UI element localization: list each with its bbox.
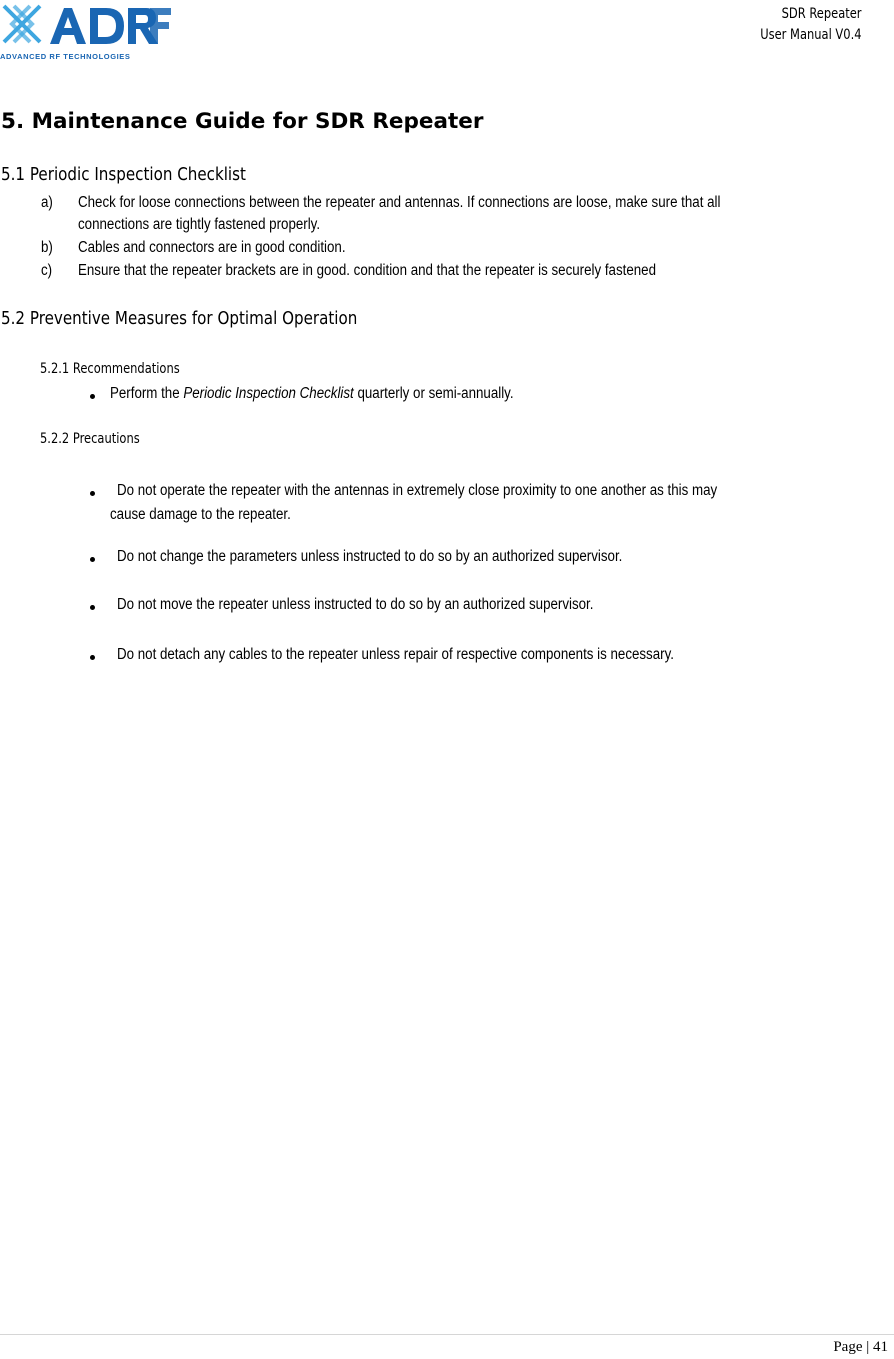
section-5-title: 5. Maintenance Guide for SDR Repeater [1,109,484,134]
recommendations-title: 5.2.1 Recommendations [40,361,180,377]
page-number: Page | 41 [833,1339,888,1355]
footer-divider [0,1334,894,1335]
recommendation-prefix: Perform the [110,385,184,402]
precaution-item-1-line1: Do not operate the repeater with the antennas in extremely close proximity to one another as this may [117,482,718,499]
checklist-marker-c: c) [41,262,53,279]
checklist-item-b: Cables and connectors are in good condition. [78,239,346,256]
checklist-marker-b: b) [41,239,53,256]
bullet-icon [90,605,95,610]
precaution-item-4: Do not detach any cables to the repeater unless repair of respective components is necessary. [117,646,674,663]
checklist-item-a-line1: Check for loose connections between the repeater and antennas. If connections are loose, make sure that all [78,194,721,211]
checklist-marker-a: a) [41,194,53,211]
bullet-icon [90,491,95,496]
document-header [761,4,862,46]
checklist-item-c: Ensure that the repeater brackets are in good. condition and that the repeater is securely fastened [78,262,657,279]
doc-subtitle: User Manual V0.4 [760,27,862,43]
recommendation-suffix: quarterly or semi-annually. [353,385,514,402]
recommendation-emphasis: Periodic Inspection Checklist [183,385,354,402]
doc-title: SDR Repeater [782,6,862,22]
precaution-item-2: Do not change the parameters unless instructed to do so by an authorized supervisor. [117,548,623,565]
precaution-item-1-line2: cause damage to the repeater. [110,506,291,523]
recommendation-item [110,385,514,403]
logo-tagline: ADVANCED RF TECHNOLOGIES [0,52,131,61]
bullet-icon [90,655,95,660]
section-5-1-title: 5.1 Periodic Inspection Checklist [1,164,246,185]
company-logo [0,0,172,64]
section-5-2-title: 5.2 Preventive Measures for Optimal Operation [1,308,358,329]
bullet-icon [90,394,95,399]
logo-mark-icon [0,0,172,52]
precaution-item-3: Do not move the repeater unless instructed to do so by an authorized supervisor. [117,596,594,613]
bullet-icon [90,557,95,562]
checklist-item-a-line2: connections are tightly fastened properly. [78,216,321,233]
precautions-title: 5.2.2 Precautions [40,431,140,447]
